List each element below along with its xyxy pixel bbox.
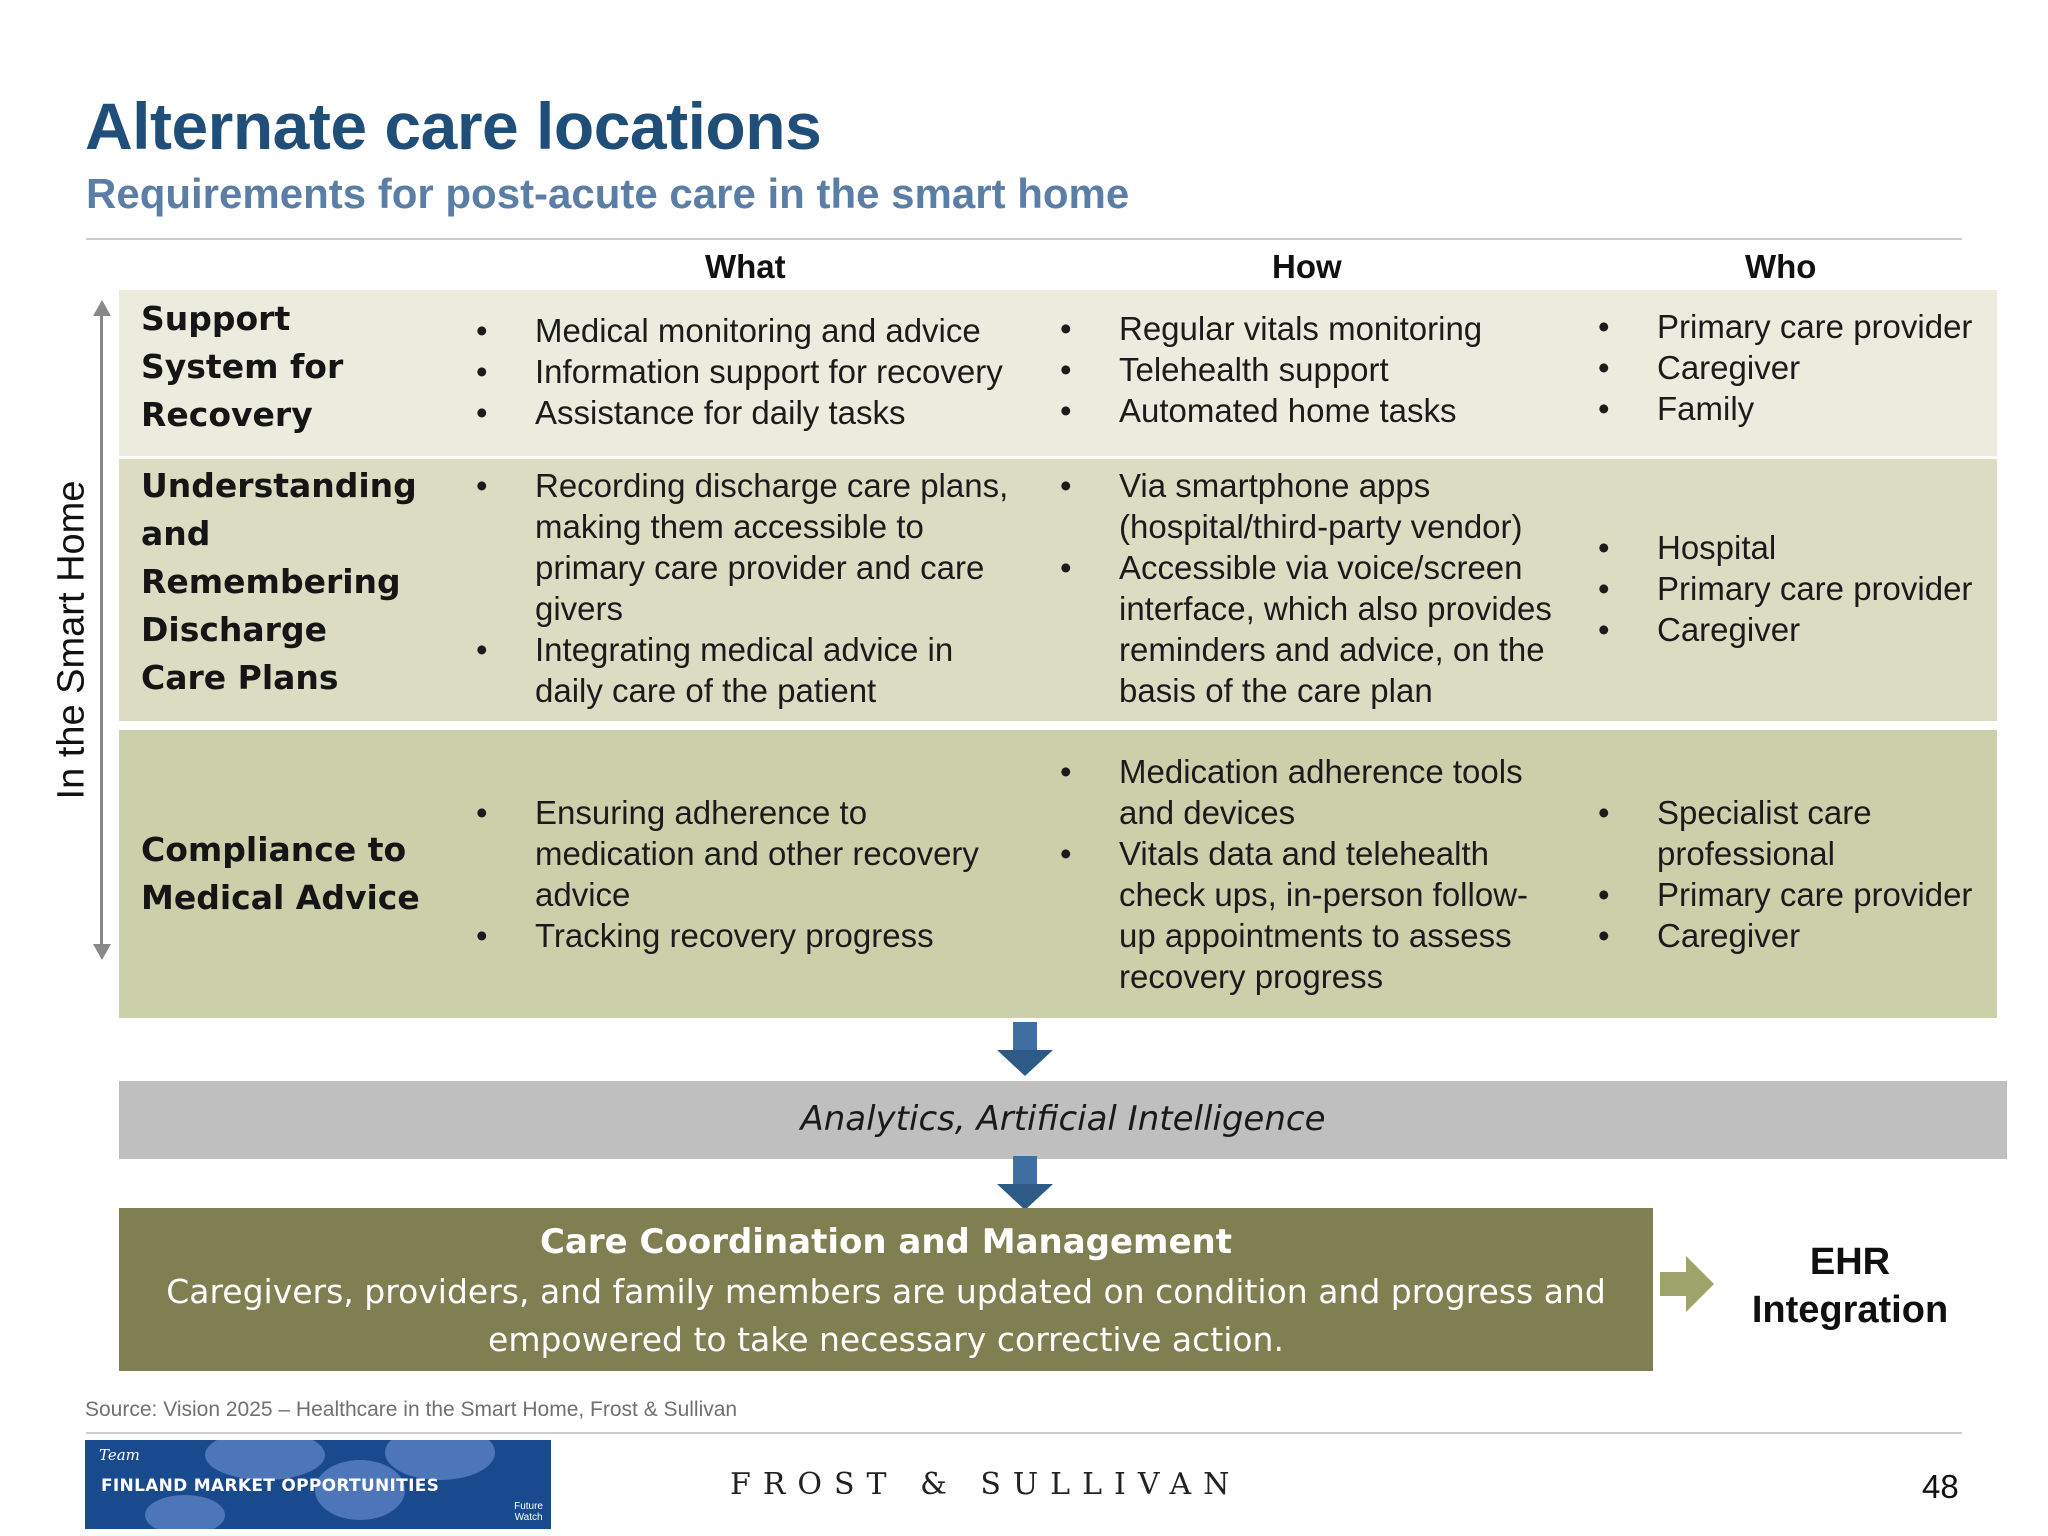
analytics-label: Analytics, Artificial Intelligence bbox=[800, 1099, 1326, 1139]
list-item: • Primary care provider bbox=[1598, 874, 1972, 915]
list-item: • Regular vitals monitoring bbox=[1060, 308, 1482, 349]
page-title: Alternate care locations bbox=[85, 89, 822, 163]
row-heading-discharge: Understanding and Remembering Discharge Care Plans bbox=[141, 466, 417, 697]
list-item: • Accessible via voice/screen interface, which also provides reminders and advice, on the basis of the care plan bbox=[1060, 547, 1552, 711]
list-item: • Information support for recovery bbox=[476, 351, 1003, 392]
down-arrow-icon bbox=[997, 1022, 1053, 1082]
list-item: • Caregiver bbox=[1598, 347, 1972, 388]
care-coordination-description: Caregivers, providers, and family members are updated on condition and progress and empowered to take necessary corrective action. bbox=[166, 1272, 1606, 1359]
list-item: • Tracking recovery progress bbox=[476, 915, 979, 956]
page-number: 48 bbox=[1922, 1468, 1959, 1505]
list-item: • Telehealth support bbox=[1060, 349, 1482, 390]
frost-sullivan-logo: FROST & SULLIVAN bbox=[730, 1467, 1242, 1502]
list-item: • Hospital bbox=[1598, 527, 1972, 568]
team-finland-logo: Team FINLAND MARKET OPPORTUNITIES Future Watch bbox=[85, 1440, 551, 1529]
list-item: • Medical monitoring and advice bbox=[476, 310, 1003, 351]
analytics-bar bbox=[119, 1081, 2007, 1159]
list-item: • Assistance for daily tasks bbox=[476, 392, 1003, 433]
list-item: • Automated home tasks bbox=[1060, 390, 1482, 431]
who-list bbox=[1598, 792, 1972, 956]
list-item: • Via smartphone apps (hospital/third-party vendor) bbox=[1060, 465, 1552, 547]
list-item: • Caregiver bbox=[1598, 609, 1972, 650]
column-header-who: Who bbox=[1745, 248, 1817, 285]
ehr-integration-label: EHR Integration bbox=[1751, 1241, 1949, 1331]
list-item: • Primary care provider bbox=[1598, 306, 1972, 347]
table-row-compliance bbox=[119, 730, 1997, 1018]
list-item: • Ensuring adherence to medication and other recovery advice bbox=[476, 792, 979, 915]
list-item: • Specialist care professional bbox=[1598, 792, 1972, 874]
list-item: • Medication adherence tools and devices bbox=[1060, 751, 1528, 833]
double-headed-arrow-icon bbox=[92, 300, 112, 960]
row-heading-compliance: Compliance to Medical Advice bbox=[141, 830, 420, 917]
how-list bbox=[1060, 308, 1482, 431]
care-coordination-title: Care Coordination and Management bbox=[539, 1222, 1233, 1262]
how-list bbox=[1060, 751, 1528, 997]
column-header-how: How bbox=[1272, 248, 1342, 285]
list-item: • Vitals data and telehealth check ups, in-person follow- up appointments to assess recovery progress bbox=[1060, 833, 1528, 997]
list-item: • Integrating medical advice in daily care of the patient bbox=[476, 629, 1008, 711]
down-arrow-icon bbox=[997, 1156, 1053, 1216]
list-item: • Primary care provider bbox=[1598, 568, 1972, 609]
list-item: • Caregiver bbox=[1598, 915, 1972, 956]
what-list bbox=[476, 310, 1003, 433]
who-list bbox=[1598, 306, 1972, 429]
what-list bbox=[476, 792, 979, 956]
care-coordination-box bbox=[119, 1208, 1653, 1371]
source-note: Source: Vision 2025 – Healthcare in the Smart Home, Frost & Sullivan bbox=[85, 1398, 738, 1421]
row-heading-support: Support System for Recovery bbox=[141, 299, 344, 434]
how-list bbox=[1060, 465, 1552, 711]
table-row-support bbox=[119, 290, 1997, 456]
what-list bbox=[476, 465, 1008, 711]
table-row-discharge bbox=[119, 459, 1997, 721]
who-list bbox=[1598, 527, 1972, 650]
right-arrow-icon bbox=[1660, 1256, 1714, 1312]
list-item: • Family bbox=[1598, 388, 1972, 429]
footer-divider bbox=[86, 1432, 1962, 1434]
page-subtitle: Requirements for post-acute care in the smart home bbox=[86, 170, 1130, 217]
header-divider bbox=[86, 238, 1962, 240]
column-header-what: What bbox=[705, 248, 786, 285]
list-item: • Recording discharge care plans, making them accessible to primary care provider and care givers bbox=[476, 465, 1008, 629]
